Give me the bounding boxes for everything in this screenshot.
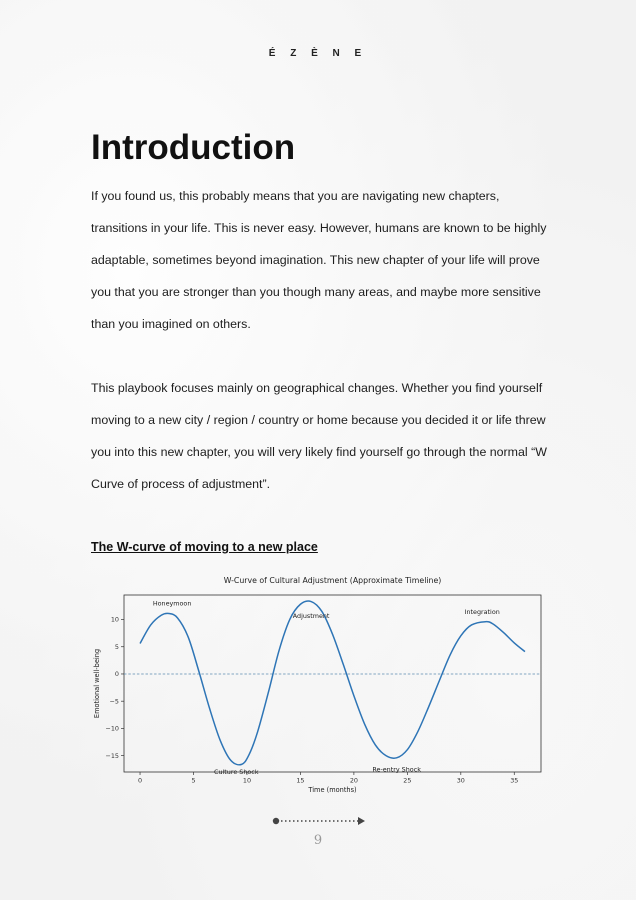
page-title: Introduction	[91, 128, 296, 167]
arrow-right-icon	[358, 817, 365, 825]
y-tick-label: −5	[109, 697, 119, 706]
annotation-label: Re-entry Shock	[372, 765, 421, 774]
chart-title: W-Curve of Cultural Adjustment (Approximate Timeline)	[223, 576, 442, 585]
brand-logo: É Z È N E	[268, 48, 368, 59]
y-tick-label: −10	[105, 724, 119, 733]
x-tick-label: 25	[403, 776, 412, 785]
x-tick-label: 30	[456, 776, 465, 785]
y-tick-label: 5	[114, 642, 119, 651]
intro-paragraph-2: This playbook focuses mainly on geographical changes. Whether you find yourself moving to a new city / region / country or home because you decided it or life threw you into this new chapter, you will very likely find yourself go through the normal “W Curve of process of adjustment”.	[91, 381, 547, 491]
page-number: 9	[313, 833, 323, 848]
x-tick-label: 35	[510, 776, 519, 785]
y-axis-label: Emotional well-being	[93, 648, 101, 719]
annotation-label: Integration	[464, 608, 500, 617]
plot-frame	[124, 595, 541, 772]
x-tick-label: 10	[242, 776, 252, 785]
annotation-label: Honeymoon	[152, 599, 192, 608]
series-line-0	[140, 601, 525, 765]
x-axis-label: Time (months)	[308, 786, 357, 794]
y-tick-label: 10	[110, 615, 119, 624]
w-curve-chart-svg	[88, 570, 548, 800]
x-tick-label: 5	[191, 776, 196, 785]
x-tick-label: 15	[296, 776, 305, 785]
section-heading: The W-curve of moving to a new place	[91, 540, 318, 554]
annotation-label: Culture Shock	[214, 768, 259, 777]
y-tick-label: −15	[105, 751, 119, 760]
progress-start-dot	[273, 818, 279, 824]
x-tick-label: 0	[137, 776, 143, 785]
y-tick-label: 0	[114, 670, 119, 679]
annotation-label: Adjustment	[292, 611, 330, 620]
w-curve-chart	[88, 570, 548, 800]
intro-paragraph-1: If you found us, this probably means that you are navigating new chapters, transitions in your life. This is never easy. However, humans are known to be highly adaptable, sometimes beyond imagination. This new chapter of your life will prove you that you are stronger than you though many areas, and maybe more sensitive than you imagined on others.	[91, 189, 547, 331]
x-tick-label: 20	[349, 776, 358, 785]
page-progress-indicator	[270, 814, 370, 828]
